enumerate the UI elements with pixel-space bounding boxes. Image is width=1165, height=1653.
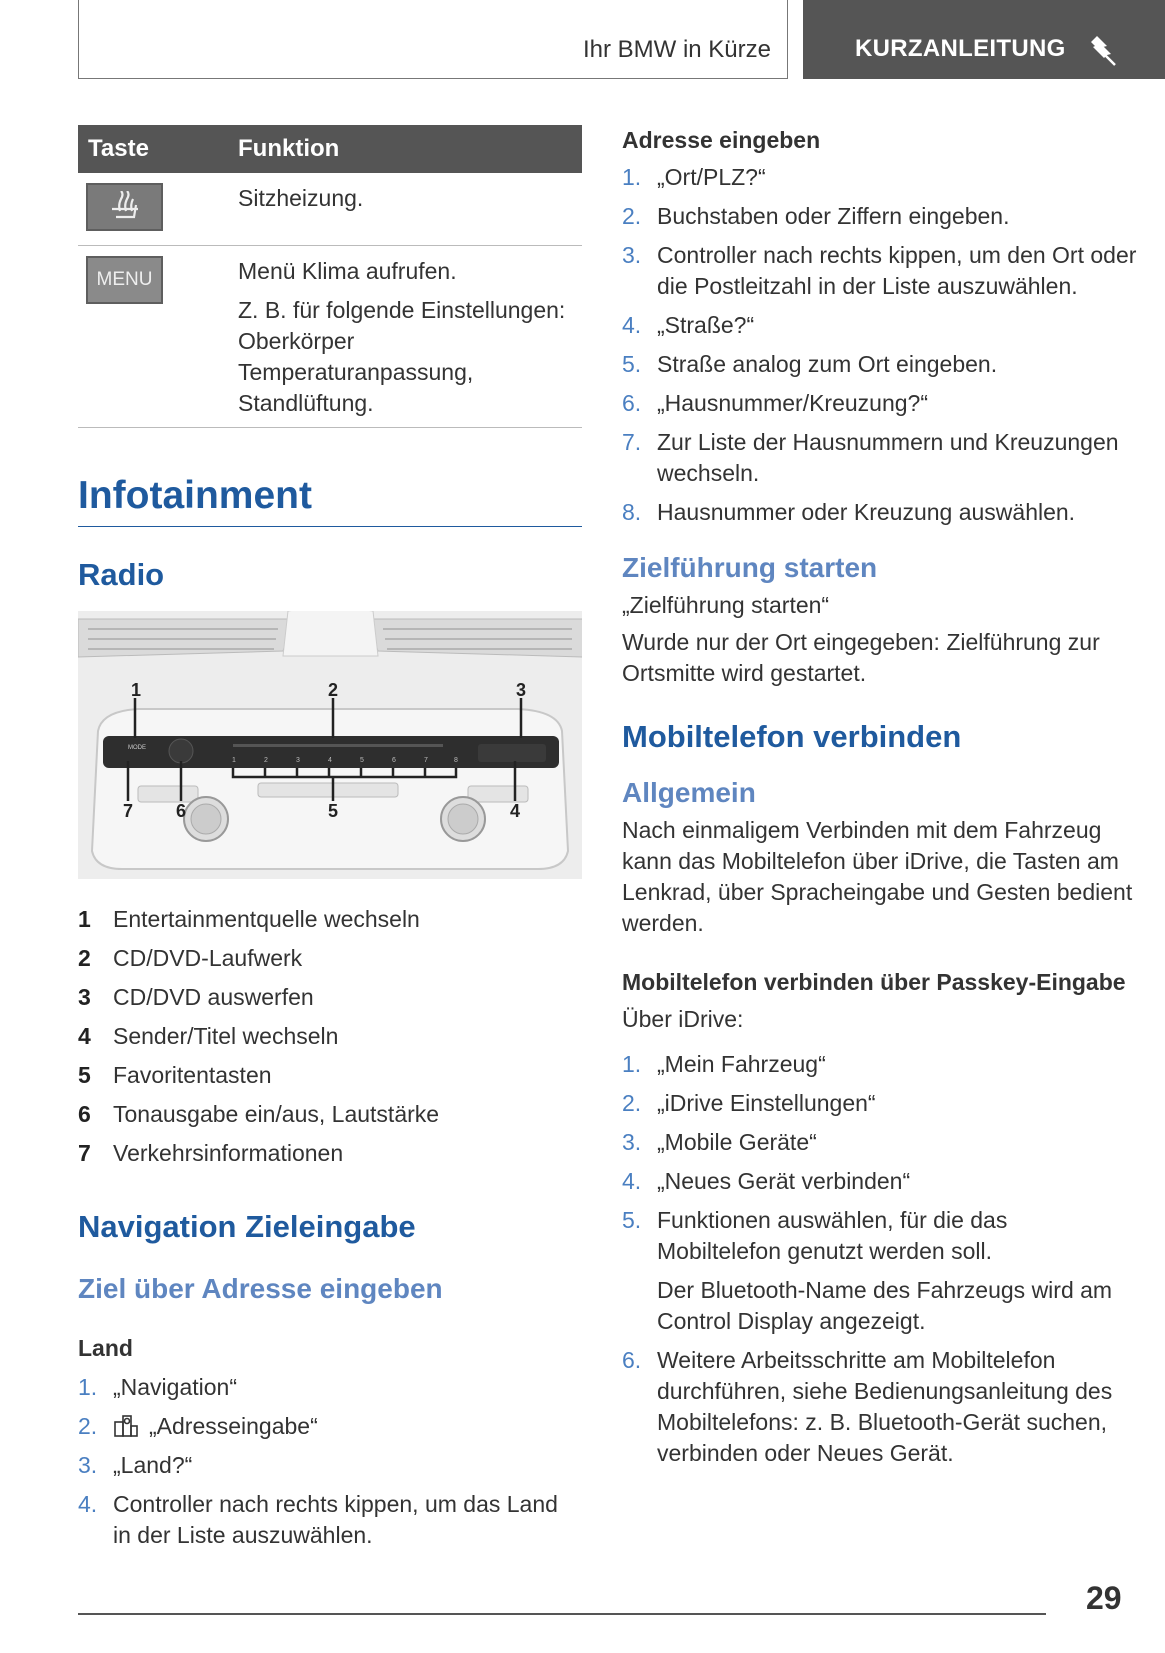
general-text: Nach einmaligem Verbinden mit dem Fahrzeug kann das Mobiltelefon über iDrive, die Tasten am Lenkrad, über Spracheingabe und Gesten bedient werden. [622, 817, 1133, 936]
list-item: 5. Straße analog zum Ort eingeben. [622, 351, 998, 377]
radio-title: Radio [78, 556, 165, 592]
list-item: 4. „Straße?“ [622, 312, 755, 338]
preset-label: 8 [454, 756, 458, 764]
function-text: Z. B. für folgende Einstellungen: Oberkörper Temperaturanpassung, Standlüftung. [238, 296, 566, 416]
table-row [78, 173, 582, 245]
list-item: 8. Hausnummer oder Kreuzung auswählen. [622, 499, 1076, 525]
seat-heating-key [86, 183, 163, 231]
general-title: Allgemein [622, 777, 756, 808]
page-number: 29 [1086, 1580, 1122, 1616]
address-input-title: Adresse eingeben [622, 127, 821, 153]
callout-label: 7 [122, 800, 134, 821]
list-item: 3. „Mobile Geräte“ [622, 1129, 817, 1155]
table-cell-function [238, 245, 582, 427]
volume-knob [184, 797, 228, 841]
header-tab [803, 0, 1165, 79]
land-title: Land [78, 1334, 133, 1361]
list-item: 7. Zur Liste der Hausnummern und Kreuzungen wechseln. [622, 429, 1119, 486]
preset-label: 1 [232, 756, 236, 764]
table-header-function: Funktion [238, 125, 582, 173]
list-item: 3. „Land?“ [78, 1451, 193, 1478]
land-steps [78, 1372, 582, 1551]
address-destination-title: Ziel über Adresse eingeben [78, 1272, 443, 1304]
header-box [78, 0, 788, 79]
preset-label: 5 [360, 756, 364, 764]
list-item: 6. „Hausnummer/Kreuzung?“ [622, 390, 929, 416]
tuning-knob [441, 797, 485, 841]
list-item: 3 CD/DVD auswerfen [78, 983, 314, 1010]
list-item: 6. Weitere Arbeitsschritte am Mobiltelefon durchführen, siehe Bedienungsanleitung des Mobiltelefons: z. B. Bluetooth-Gerät suchen, verbinden oder Neues Gerät. [622, 1347, 1113, 1466]
list-item: 2 CD/DVD-Laufwerk [78, 944, 303, 971]
route-guidance-text: Wurde nur der Ort eingegeben: Zielführung zur Ortsmitte wird gestartet. [622, 629, 1100, 686]
list-item: 4 Sender/Titel wechseln [78, 1022, 339, 1049]
list-item: 1. „Mein Fahrzeug“ [622, 1051, 826, 1077]
list-item: 4. „Neues Gerät verbinden“ [622, 1168, 911, 1194]
address-steps [622, 162, 1137, 528]
list-item: 5 Favoritentasten [78, 1061, 272, 1088]
right-column [622, 125, 1137, 1477]
table-header-key: Taste [78, 125, 238, 173]
preset-label: 7 [424, 756, 428, 764]
table-row [78, 245, 582, 427]
list-item: 4. Controller nach rechts kippen, um das Land in der Liste auszuwählen. [78, 1490, 558, 1548]
passkey-title: Mobiltelefon verbinden über Passkey-Eingabe [622, 969, 1126, 995]
preset-label: 2 [264, 756, 268, 764]
header-tab-label: KURZANLEITUNG [855, 35, 1066, 62]
callout-label: 4 [509, 800, 521, 821]
step-text: „Adresseingabe“ [149, 1412, 318, 1439]
list-item: 7 Verkehrsinformationen [78, 1139, 344, 1166]
function-text: Menü Klima aufrufen. [238, 257, 457, 284]
callout-label: 2 [327, 679, 339, 700]
callout-label: 6 [175, 800, 187, 821]
list-item: 3. Controller nach rechts kippen, um den Ort oder die Postleitzahl in der Liste auszuwählen. [622, 242, 1137, 299]
list-item: 5. Funktionen auswählen, für die das Mobiltelefon genutzt werden soll. Der Bluetooth-Name des Fahrzeugs wird am Control Display angezeigt. [622, 1205, 1137, 1337]
step-text: Der Bluetooth-Name des Fahrzeugs wird am Control Display angezeigt. [657, 1277, 1113, 1334]
table-cell-function [238, 173, 582, 245]
callout-label: 1 [130, 679, 142, 700]
list-item: 2. Buchstaben oder Ziffern eingeben. [622, 203, 1010, 229]
section-title-infotainment: Infotainment [78, 474, 582, 527]
preset-label: 4 [328, 756, 332, 764]
header-title: Ihr BMW in Kürze [582, 36, 771, 63]
list-item: 6 Tonausgabe ein/aus, Lautstärke [78, 1100, 440, 1127]
preset-label: 3 [296, 756, 300, 764]
step-text: Funktionen auswählen, für die das Mobiltelefon genutzt werden soll. [657, 1207, 1008, 1264]
key-function-table [78, 125, 582, 428]
route-guidance-command: „Zielführung starten“ [622, 592, 830, 618]
address-input-icon [113, 1412, 139, 1438]
radio-panel-image [78, 611, 582, 879]
left-column [78, 125, 582, 1559]
callout-label: 3 [515, 679, 527, 700]
footer-rule [78, 1613, 1046, 1615]
pushpin-icon [1085, 32, 1119, 66]
list-item: 2. „iDrive Einstellungen“ [622, 1090, 876, 1116]
function-text: Sitzheizung. [238, 185, 364, 211]
route-guidance-title: Zielführung starten [622, 552, 878, 583]
callout-label: 5 [327, 800, 339, 821]
mode-label: MODE [128, 744, 146, 751]
navigation-title: Navigation Zieleingabe [78, 1208, 416, 1244]
radio-legend [78, 904, 582, 1169]
list-item: 1. „Navigation“ [78, 1373, 237, 1400]
mobile-connect-title: Mobiltelefon verbinden [622, 719, 962, 754]
list-item: 2. „Adresseingabe“ [78, 1412, 318, 1439]
list-item: 1 Entertainmentquelle wechseln [78, 905, 420, 932]
list-item: 1. „Ort/PLZ?“ [622, 164, 766, 190]
passkey-steps [622, 1049, 1137, 1469]
seat-heating-icon [108, 191, 142, 223]
preset-label: 6 [392, 756, 396, 764]
menu-key: MENU [86, 256, 163, 304]
via-idrive: Über iDrive: [622, 1006, 744, 1032]
